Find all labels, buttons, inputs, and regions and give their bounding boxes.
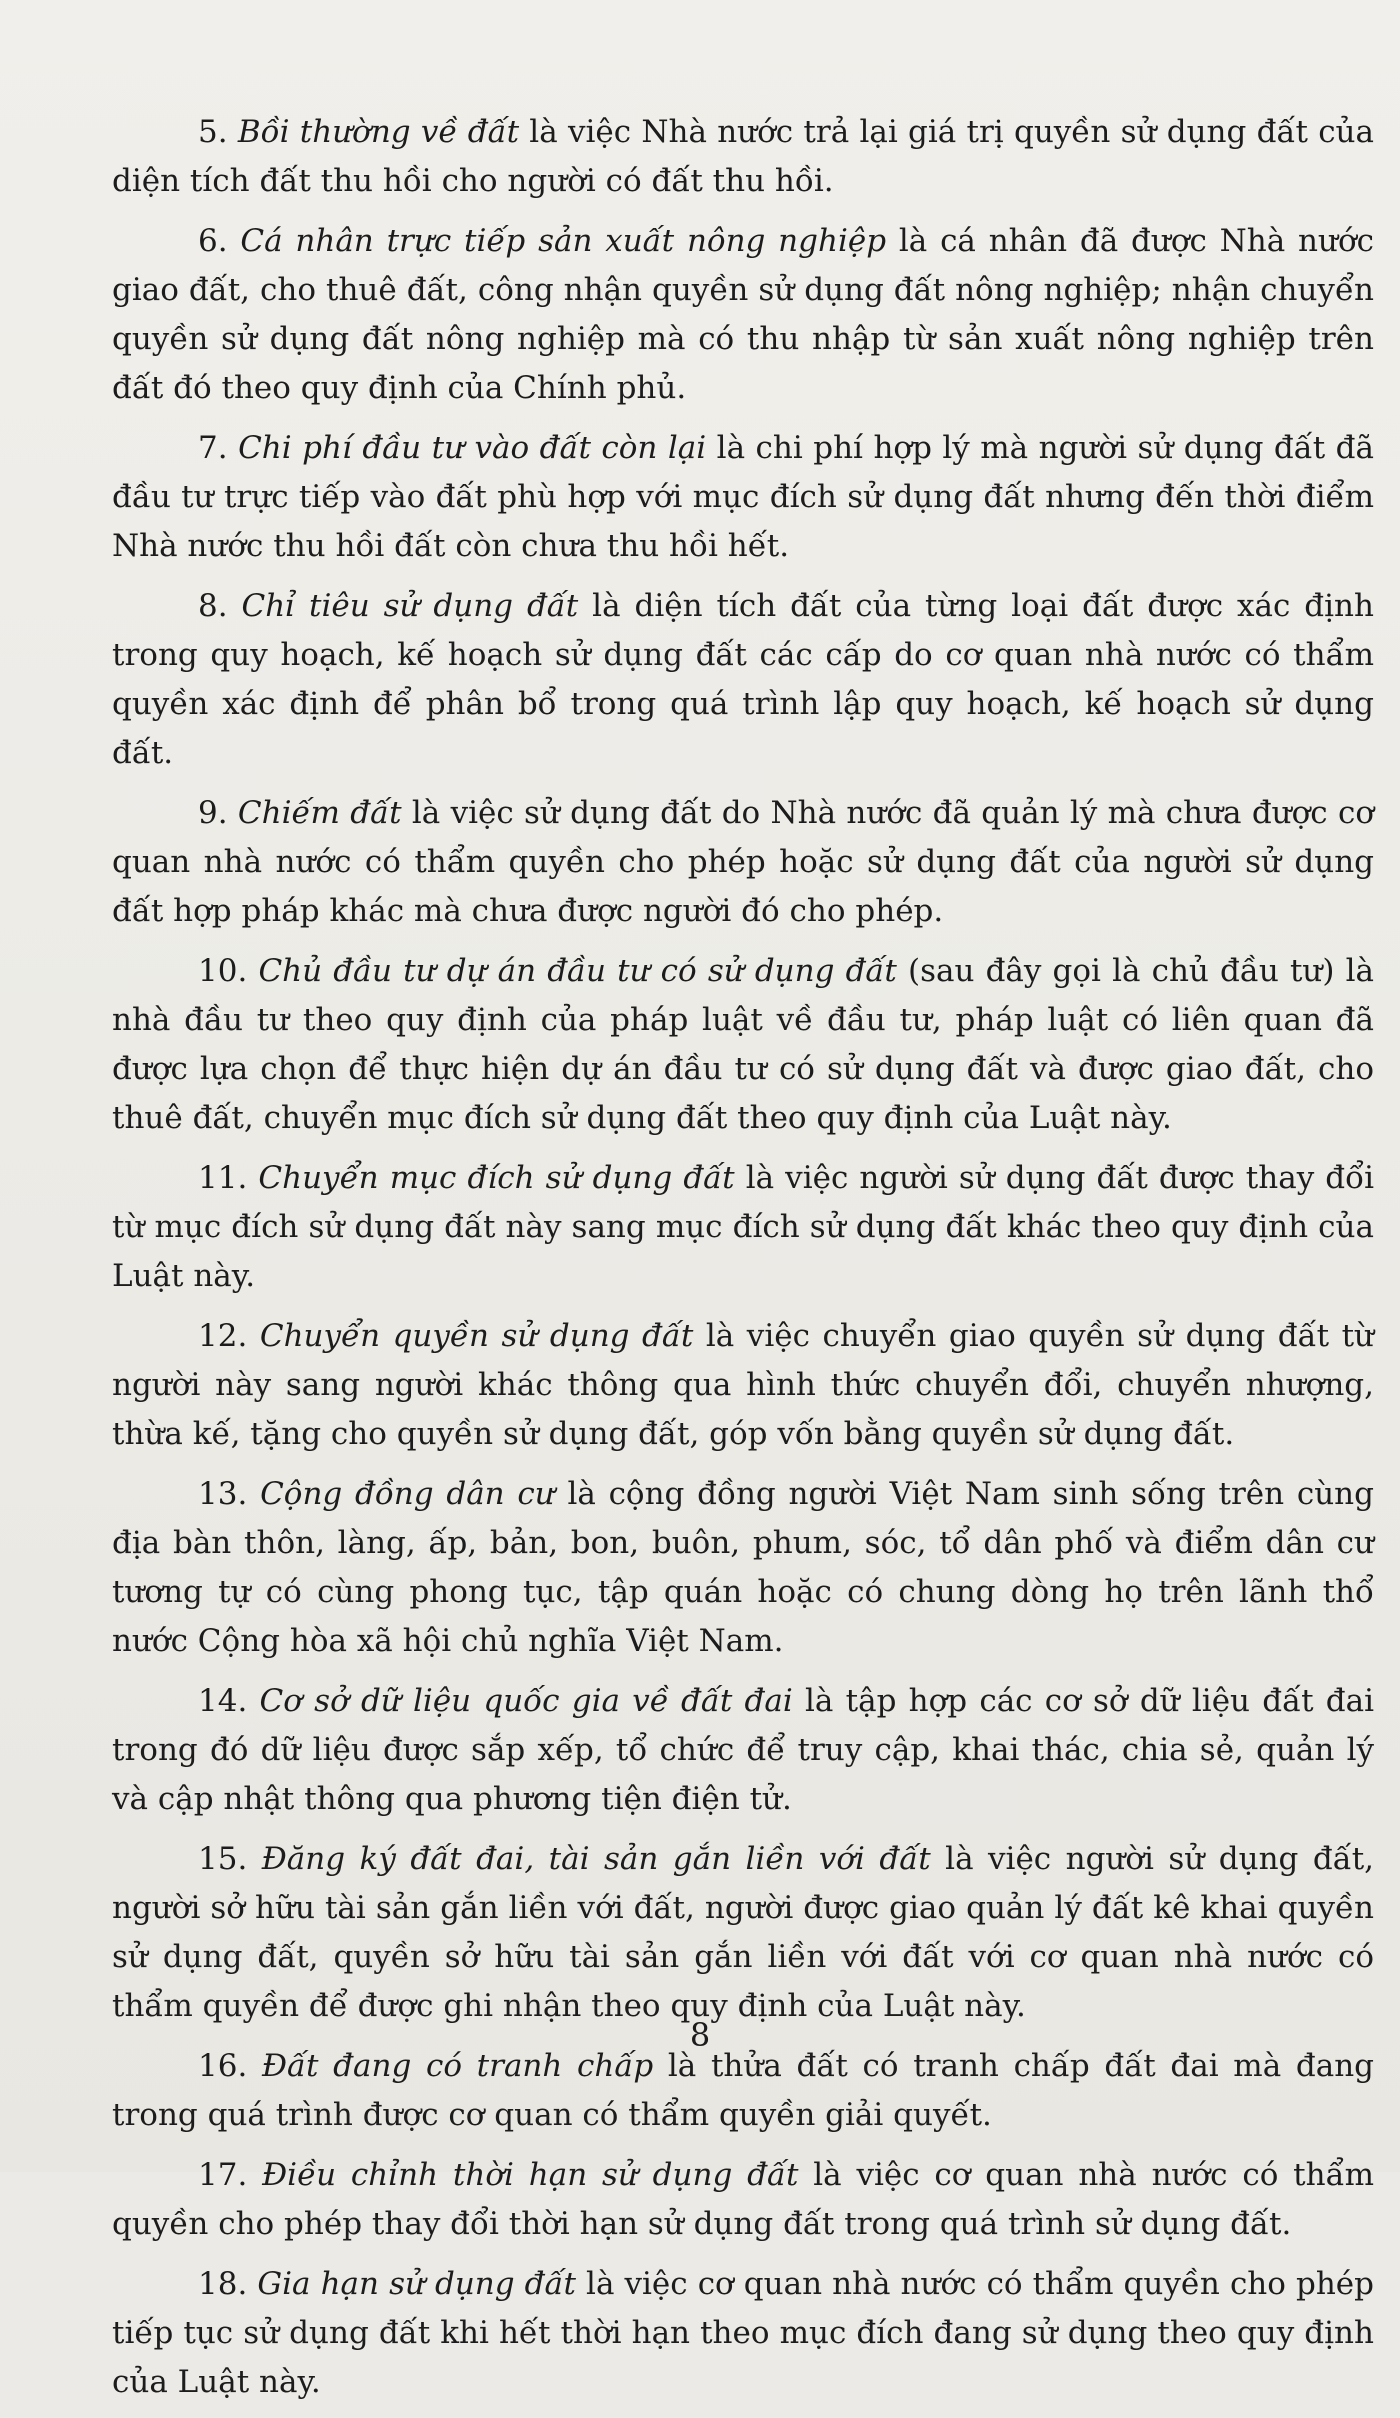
definition-text: là tập hợp các cơ sở dữ liệu đất đai trong đó dữ liệu được sắp xếp, tổ chức để truy cập, khai thác, chia sẻ, quản lý và cập nhật thông qua phương tiện điện tử. [112, 1683, 1374, 1817]
definition-term: Đăng ký đất đai, tài sản gắn liền với đất [261, 1841, 931, 1877]
definition-11 [112, 1154, 1374, 1301]
definition-number: 7. [198, 430, 228, 466]
definition-10 [112, 947, 1374, 1143]
page-number: 8 [689, 2016, 711, 2054]
definition-number: 5. [198, 114, 228, 150]
definition-text: là thửa đất có tranh chấp đất đai mà đang trong quá trình được cơ quan có thẩm quyền giải quyết. [112, 2048, 1374, 2133]
definitions-list [112, 108, 1374, 2418]
definition-18 [112, 2260, 1374, 2407]
definition-17 [112, 2151, 1374, 2249]
definition-text: là việc người sử dụng đất được thay đổi từ mục đích sử dụng đất này sang mục đích sử dụng đất khác theo quy định của Luật này. [112, 1160, 1375, 1294]
definition-term: Chuyển mục đích sử dụng đất [258, 1160, 735, 1196]
definition-text: là việc cơ quan nhà nước có thẩm quyền cho phép tiếp tục sử dụng đất khi hết thời hạn theo mục đích đang sử dụng theo quy định của Luật này. [112, 2266, 1374, 2400]
definition-term: Chiếm đất [237, 795, 402, 831]
definition-text: là cá nhân đã được Nhà nước giao đất, cho thuê đất, công nhận quyền sử dụng đất nông nghiệp; nhận chuyển quyền sử dụng đất nông nghiệp mà có thu nhập từ sản xuất nông nghiệp trên đất đó theo quy định của Chính phủ. [112, 223, 1374, 406]
definition-14 [112, 1677, 1374, 1824]
definition-term: Chỉ tiêu sử dụng đất [241, 588, 579, 624]
definition-text: là việc sử dụng đất do Nhà nước đã quản lý mà chưa được cơ quan nhà nước có thẩm quyền cho phép hoặc sử dụng đất của người sử dụng đất hợp pháp khác mà chưa được người đó cho phép. [112, 795, 1374, 929]
definition-text: là việc người sử dụng đất, người sở hữu tài sản gắn liền với đất, người được giao quản lý đất kê khai quyền sử dụng đất, quyền sở hữu tài sản gắn liền với đất với cơ quan nhà nước có thẩm quyền để được ghi nhận theo quy định của Luật này. [112, 1841, 1375, 2024]
definition-12 [112, 1312, 1374, 1459]
definition-9 [112, 789, 1374, 936]
definition-8 [112, 582, 1374, 778]
definition-term: Đất đang có tranh chấp [262, 2048, 654, 2084]
definition-5 [112, 108, 1374, 206]
definition-text: là cộng đồng người Việt Nam sinh sống trên cùng địa bàn thôn, làng, ấp, bản, bon, buôn, phum, sóc, tổ dân phố và điểm dân cư tương tự có cùng phong tục, tập quán hoặc có chung dòng họ trên lãnh thổ nước Cộng hòa xã hội chủ nghĩa Việt Nam. [112, 1476, 1374, 1659]
definition-term: Cơ sở dữ liệu quốc gia về đất đai [259, 1683, 793, 1719]
definition-text: là chi phí hợp lý mà người sử dụng đất đã đầu tư trực tiếp vào đất phù hợp với mục đích sử dụng đất nhưng đến thời điểm Nhà nước thu hồi đất còn chưa thu hồi hết. [112, 430, 1374, 564]
definition-number: 16. [198, 2048, 248, 2084]
definition-term: Chuyển quyền sử dụng đất [259, 1318, 694, 1354]
definition-text: (sau đây gọi là chủ đầu tư) là nhà đầu tư theo quy định của pháp luật về đầu tư, pháp luật có liên quan đã được lựa chọn để thực hiện dự án đầu tư có sử dụng đất và được giao đất, cho thuê đất, chuyển mục đích sử dụng đất theo quy định của Luật này. [112, 953, 1374, 1136]
definition-number: 11. [198, 1160, 248, 1196]
definition-term: Bồi thường về đất [237, 114, 520, 150]
definition-term: Điều chỉnh thời hạn sử dụng đất [262, 2157, 799, 2193]
definition-15 [112, 1835, 1374, 2031]
definition-term: Chủ đầu tư dự án đầu tư có sử dụng đất [258, 953, 897, 989]
definition-number: 15. [198, 1841, 248, 1877]
definition-7 [112, 424, 1374, 571]
definition-term: Cá nhân trực tiếp sản xuất nông nghiệp [240, 223, 887, 259]
definition-number: 6. [198, 223, 228, 259]
definition-text: là việc chuyển giao quyền sử dụng đất từ người này sang người khác thông qua hình thức chuyển đổi, chuyển nhượng, thừa kế, tặng cho quyền sử dụng đất, góp vốn bằng quyền sử dụng đất. [112, 1318, 1374, 1452]
definition-number: 12. [198, 1318, 248, 1354]
definition-number: 10. [198, 953, 248, 989]
definition-term: Cộng đồng dân cư [260, 1476, 555, 1512]
definition-text: là diện tích đất của từng loại đất được xác định trong quy hoạch, kế hoạch sử dụng đất các cấp do cơ quan nhà nước có thẩm quyền xác định để phân bổ trong quá trình lập quy hoạch, kế hoạch sử dụng đất. [112, 588, 1374, 771]
definition-number: 13. [198, 1476, 248, 1512]
definition-number: 9. [198, 795, 228, 831]
definition-text: là việc cơ quan nhà nước có thẩm quyền cho phép thay đổi thời hạn sử dụng đất trong quá trình sử dụng đất. [112, 2157, 1375, 2242]
definition-6 [112, 217, 1374, 413]
definition-term: Gia hạn sử dụng đất [257, 2266, 576, 2302]
definition-16 [112, 2042, 1374, 2140]
definition-number: 17. [198, 2157, 248, 2193]
definition-number: 14. [198, 1683, 248, 1719]
definition-term: Chi phí đầu tư vào đất còn lại [238, 430, 707, 466]
definition-number: 8. [198, 588, 228, 624]
definition-number: 18. [198, 2266, 248, 2302]
definition-13 [112, 1470, 1374, 1666]
definition-text: là việc Nhà nước trả lại giá trị quyền sử dụng đất của diện tích đất thu hồi cho người có đất thu hồi. [112, 114, 1374, 199]
